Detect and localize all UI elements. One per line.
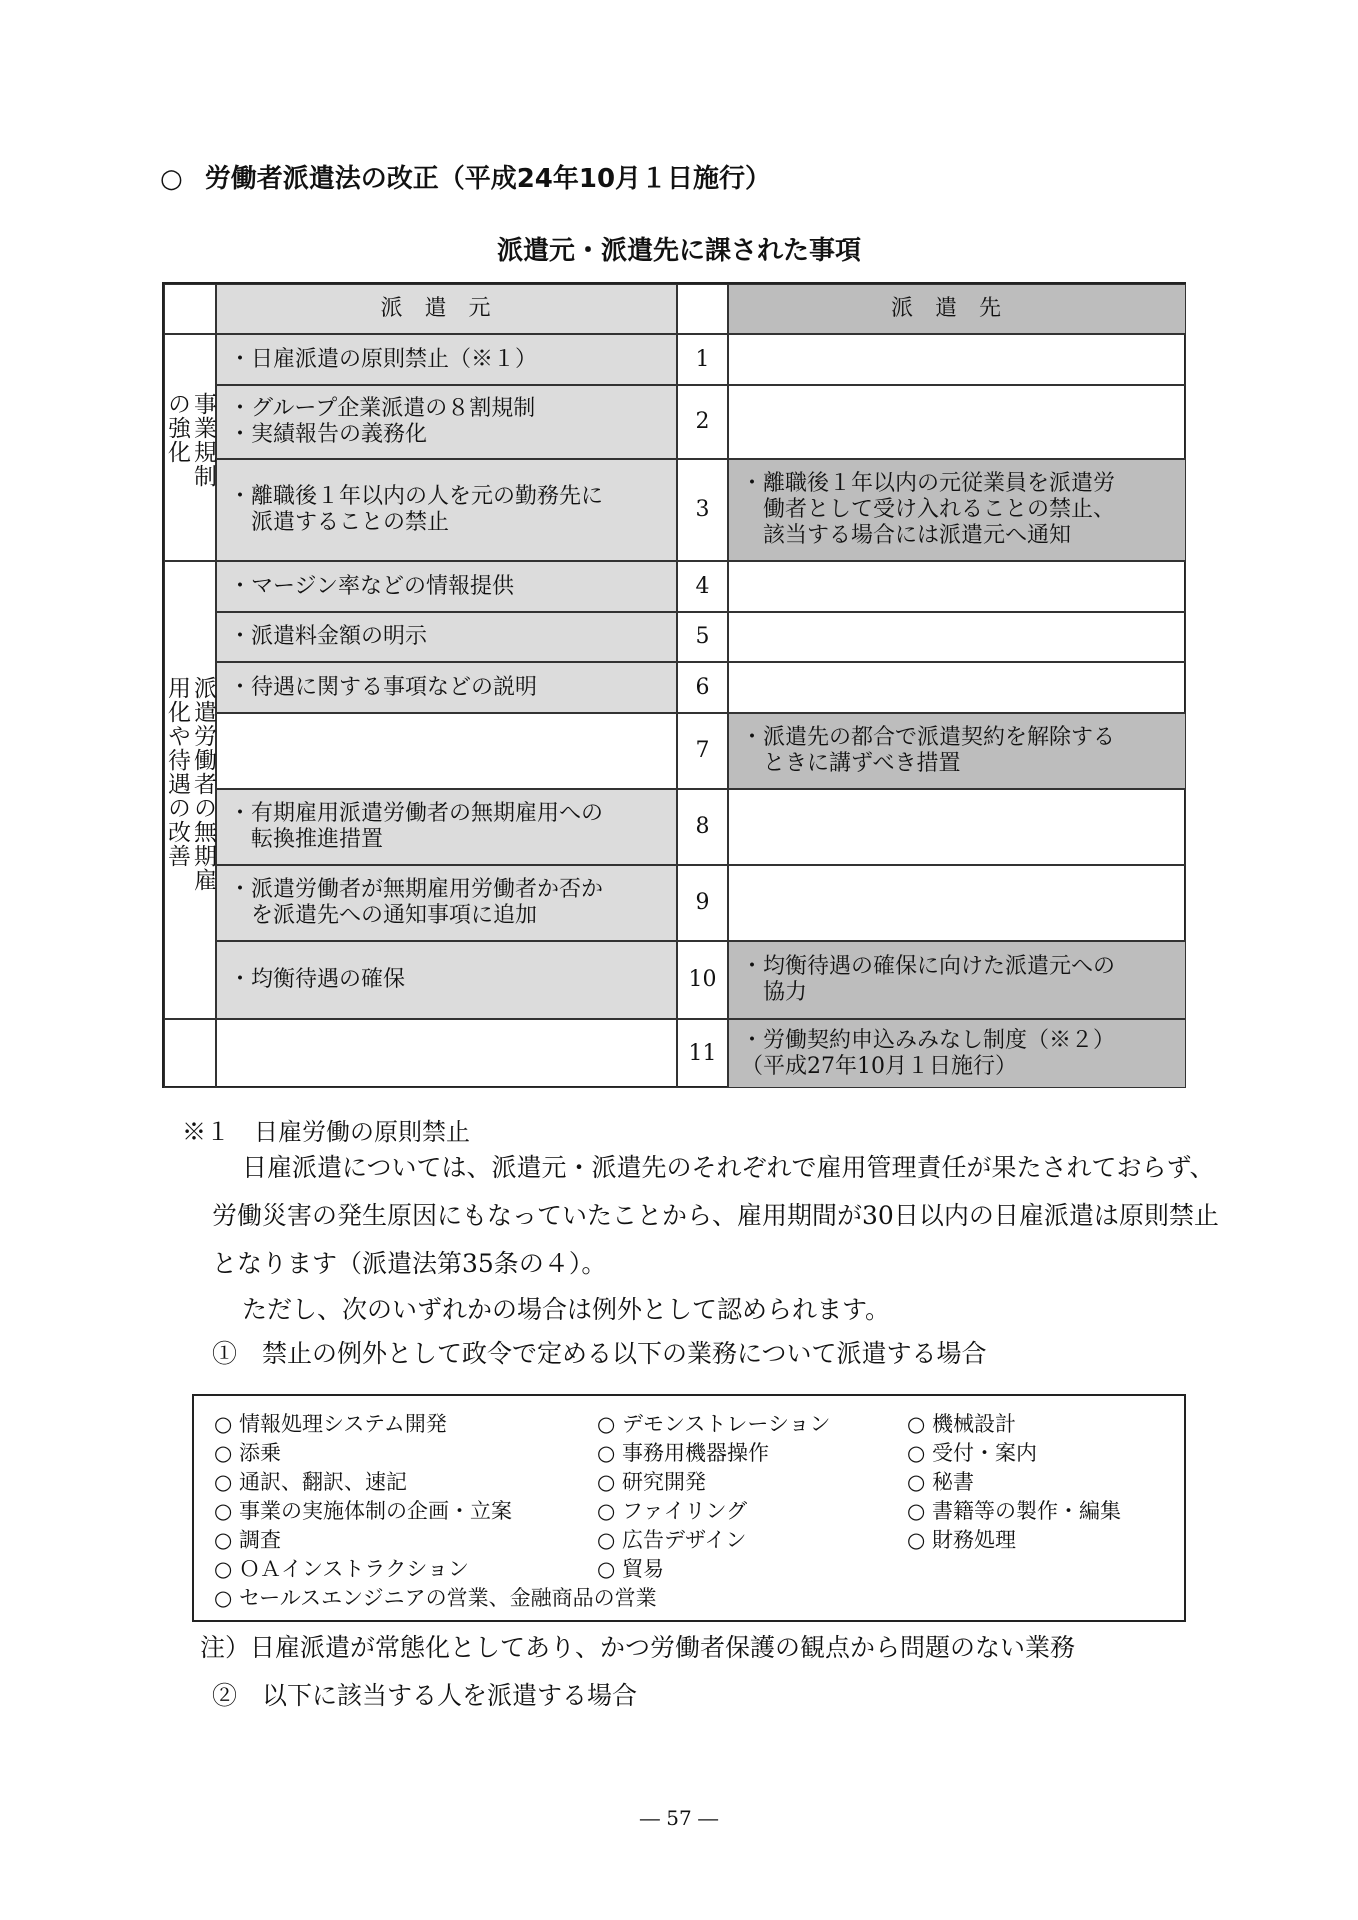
note1-exception-text: ただし、次のいずれかの場合は例外として認められます。 — [242, 1295, 891, 1324]
exception-item-1: ① 禁止の例外として政令で定める以下の業務について派遣する場合 — [212, 1339, 987, 1368]
row-number: 1 — [677, 334, 728, 385]
table-row-right — [728, 789, 1186, 865]
table-row-right — [728, 865, 1186, 941]
row-number: 6 — [677, 662, 728, 713]
list-item: ○ 事務用機器操作 — [597, 1441, 769, 1465]
table-row-right: ・離職後１年以内の元従業員を派遣労 働者として受け入れることの禁止、 該当する場合には派遣元へ通知 — [728, 459, 1186, 561]
table-row-left — [216, 713, 677, 789]
list-item: ○ ファイリング — [597, 1499, 748, 1523]
row-number: 2 — [677, 385, 728, 459]
exception-item-2: ② 以下に該当する人を派遣する場合 — [212, 1681, 638, 1710]
list-item: ○ デモンストレーション — [597, 1412, 831, 1436]
group-label-empty — [164, 1019, 216, 1088]
list-item: ○ セールスエンジニアの営業、金融商品の営業 — [214, 1586, 657, 1610]
jobs-column-3 — [907, 1410, 1121, 1555]
list-item: ○ 調査 — [214, 1528, 281, 1552]
section-heading — [160, 158, 771, 195]
table-row-right: ・派遣先の都合で派遣契約を解除する ときに講ずべき措置 — [728, 713, 1186, 789]
list-item: ○ 書籍等の製作・編集 — [907, 1499, 1121, 1523]
table-row-right: ・均衡待遇の確保に向けた派遣元への 協力 — [728, 941, 1186, 1019]
permitted-jobs-box — [192, 1394, 1186, 1622]
row-number: 3 — [677, 459, 728, 561]
table-row-right — [728, 385, 1186, 459]
table-row-right — [728, 334, 1186, 385]
table-row-right — [728, 612, 1186, 662]
row-number: 4 — [677, 561, 728, 612]
table-row-left: ・有期雇用派遣労働者の無期雇用への 転換推進措置 — [216, 789, 677, 865]
group-label-worker-improvement: 派遣労働者の無期雇用化や待遇の改善 — [164, 561, 216, 1019]
row-number: 8 — [677, 789, 728, 865]
jobs-column-1 — [214, 1410, 657, 1613]
section-heading-text: 労働者派遣法の改正（平成24年10月１日施行） — [204, 164, 772, 194]
list-item: ○ 通訳、翻訳、速記 — [214, 1470, 407, 1494]
list-item: ○ 情報処理システム開発 — [214, 1412, 447, 1436]
table-row-right: ・労働契約申込みみなし制度（※２） （平成27年10月１日施行） — [728, 1019, 1186, 1088]
group-label-business-regulation: 事業規制の強化 — [164, 334, 216, 561]
note-footnote: 注）日雇派遣が常態化としてあり、かつ労働者保護の観点から問題のない業務 — [200, 1633, 1076, 1662]
header-recipient: 派遣先 — [728, 284, 1186, 334]
table-row-left: ・グループ企業派遣の８割規制 ・実績報告の義務化 — [216, 385, 677, 459]
obligations-table — [162, 282, 1186, 1088]
table-title: 派遣元・派遣先に課された事項 — [496, 236, 861, 266]
table-row-left: ・待遇に関する事項などの説明 — [216, 662, 677, 713]
table-row-left: ・派遣労働者が無期雇用労働者か否か を派遣先への通知事項に追加 — [216, 865, 677, 941]
list-item: ○ 貿易 — [597, 1557, 664, 1581]
header-number-cell — [677, 284, 728, 334]
row-number: 9 — [677, 865, 728, 941]
list-item: ○ 事業の実施体制の企画・立案 — [214, 1499, 512, 1523]
table-row-left: ・派遣料金額の明示 — [216, 612, 677, 662]
row-number: 7 — [677, 713, 728, 789]
header-dispatcher: 派遣元 — [216, 284, 677, 334]
note1-paragraph: 日雇派遣については、派遣元・派遣先のそれぞれで雇用管理責任が果たされておらず、労働災害の発生原因にもなっていたことから、雇用期間が30日以内の日雇派遣は原則禁止となります（派遣法第35条の４）。 — [212, 1153, 1219, 1278]
list-item: ○ 添乗 — [214, 1441, 281, 1465]
table-row-left: ・離職後１年以内の人を元の勤務先に 派遣することの禁止 — [216, 459, 677, 561]
table-row-left: ・マージン率などの情報提供 — [216, 561, 677, 612]
list-item: ○ 機械設計 — [907, 1412, 1016, 1436]
table-row-left — [216, 1019, 677, 1088]
table-row-left: ・日雇派遣の原則禁止（※１） — [216, 334, 677, 385]
page-number: ― 57 ― — [639, 1806, 719, 1830]
jobs-column-2 — [597, 1410, 831, 1584]
circle-bullet-icon: ○ — [160, 164, 183, 194]
list-item: ○ 広告デザイン — [597, 1528, 747, 1552]
list-item: ○ ＯＡインストラクション — [214, 1557, 469, 1581]
list-item: ○ 財務処理 — [907, 1528, 1016, 1552]
list-item: ○ 受付・案内 — [907, 1441, 1037, 1465]
list-item: ○ 秘書 — [907, 1470, 974, 1494]
table-row-right — [728, 662, 1186, 713]
row-number: 11 — [677, 1019, 728, 1088]
list-item: ○ 研究開発 — [597, 1470, 706, 1494]
table-row-right — [728, 561, 1186, 612]
row-number: 5 — [677, 612, 728, 662]
header-corner-cell — [164, 284, 216, 334]
row-number: 10 — [677, 941, 728, 1019]
table-row-left: ・均衡待遇の確保 — [216, 941, 677, 1019]
note1-title: ※１ 日雇労働の原則禁止 — [182, 1118, 470, 1146]
